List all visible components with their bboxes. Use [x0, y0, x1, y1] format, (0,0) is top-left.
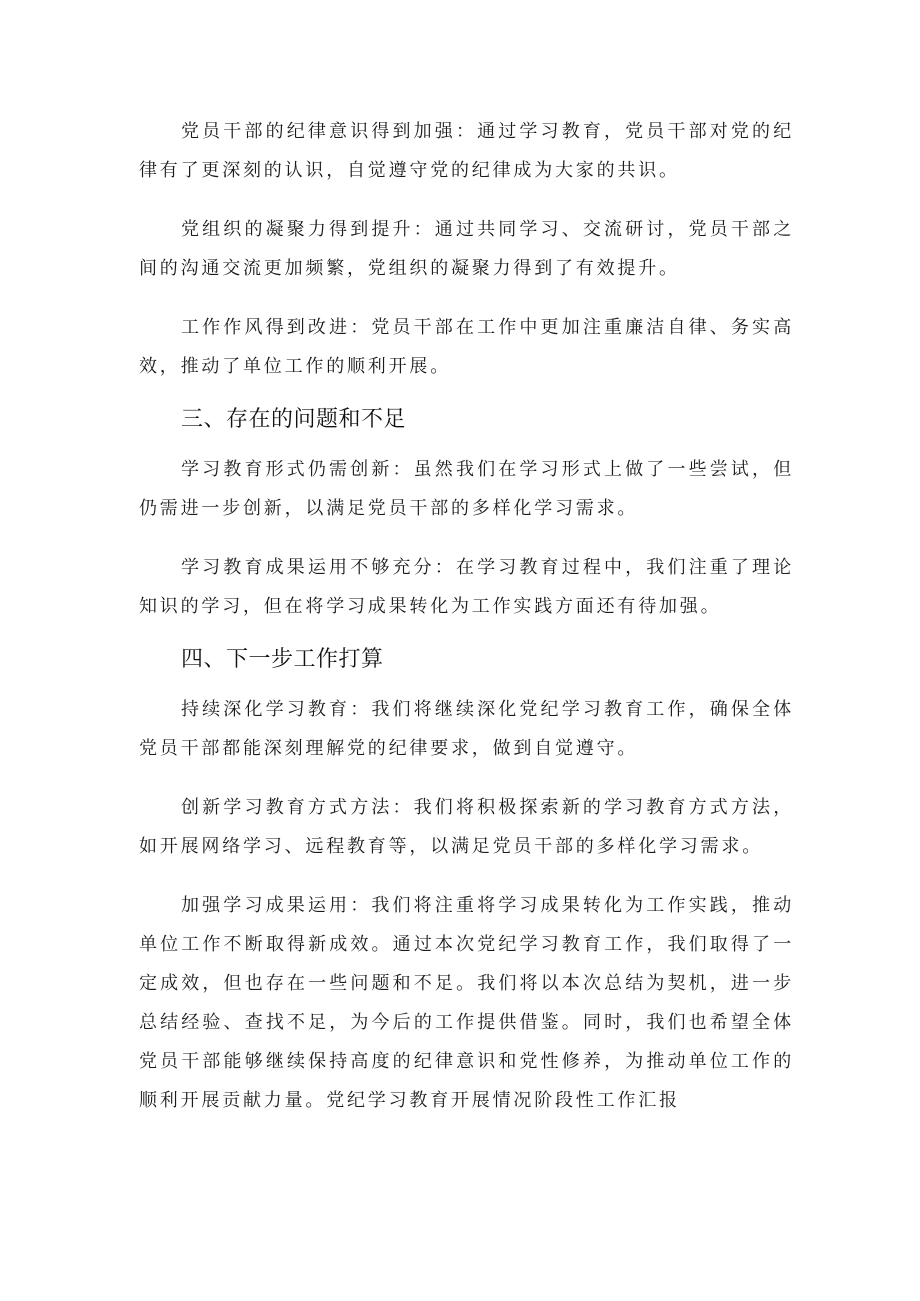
document-body — [139, 112, 794, 1120]
paragraph-discipline-awareness: 党员干部的纪律意识得到加强：通过学习教育，党员干部对党的纪律有了更深刻的认识，自觉遵守党的纪律成为大家的共识。 — [139, 121, 794, 181]
paragraph-results-application: 学习教育成果运用不够充分：在学习教育过程中，我们注重了理论知识的学习，但在将学习成果转化为工作实践方面还有待加强。 — [139, 557, 794, 617]
paragraph-format-innovation: 学习教育形式仍需创新：虽然我们在学习形式上做了一些尝试，但仍需进一步创新，以满足党员干部的多样化学习需求。 — [139, 459, 794, 519]
paragraph-work-style: 工作作风得到改进：党员干部在工作中更加注重廉洁自律、务实高效，推动了单位工作的顺利开展。 — [139, 317, 794, 377]
paragraph-strengthen-application: 加强学习成果运用：我们将注重将学习成果转化为工作实践，推动单位工作不断取得新成效。通过本次党纪学习教育工作，我们取得了一定成效，但也存在一些问题和不足。我们将以本次总结为契机，进一步总结经验、查找不足，为今后的工作提供借鉴。同时，我们也希望全体党员干部能够继续保持高度的纪律意识和党性修养，为推动单位工作的顺利开展贡献力量。党纪学习教育开展情况阶段性工作汇报 — [139, 895, 794, 1111]
section-heading-next-steps: 四、下一步工作打算 — [181, 647, 384, 672]
section-heading-problems: 三、存在的问题和不足 — [181, 407, 407, 432]
paragraph-deepen-education: 持续深化学习教育：我们将继续深化党纪学习教育工作，确保全体党员干部都能深刻理解党的纪律要求，做到自觉遵守。 — [139, 699, 794, 759]
paragraph-cohesion: 党组织的凝聚力得到提升：通过共同学习、交流研讨，党员干部之间的沟通交流更加频繁，党组织的凝聚力得到了有效提升。 — [139, 219, 794, 279]
paragraph-innovate-methods: 创新学习教育方式方法：我们将积极探索新的学习教育方式方法，如开展网络学习、远程教育等，以满足党员干部的多样化学习需求。 — [139, 797, 794, 857]
